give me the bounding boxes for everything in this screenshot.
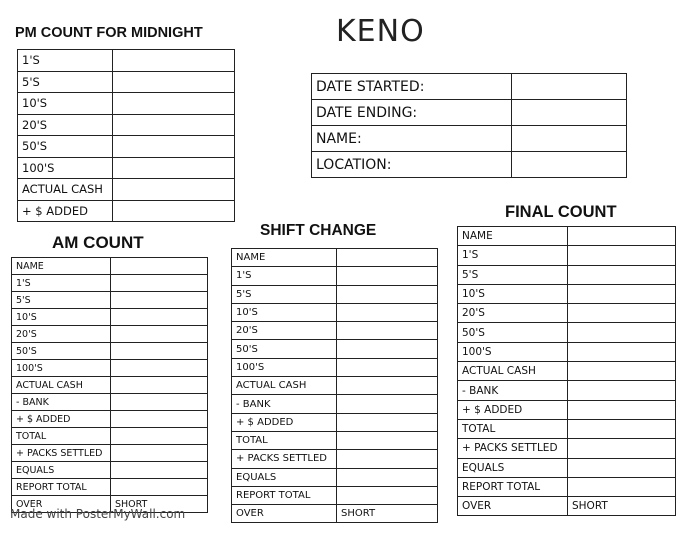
table-row — [12, 462, 208, 479]
table-row — [12, 275, 208, 292]
row-label: OVER — [12, 496, 111, 513]
row-value-cell[interactable] — [111, 394, 208, 411]
row-value-cell[interactable] — [111, 462, 208, 479]
row-value-cell[interactable] — [568, 419, 676, 438]
row-value-cell[interactable] — [568, 458, 676, 477]
row-label: + $ ADDED — [232, 413, 337, 431]
table-row — [458, 497, 676, 516]
row-label: NAME — [232, 249, 337, 267]
row-label: 1'S — [458, 246, 568, 265]
row-value-cell[interactable] — [337, 322, 438, 340]
row-value-cell[interactable] — [337, 303, 438, 321]
row-value-cell[interactable] — [113, 136, 235, 158]
table-row — [12, 445, 208, 462]
table-row — [232, 450, 438, 468]
row-label: OVER — [232, 505, 337, 523]
row-value-cell[interactable] — [568, 381, 676, 400]
row-value-cell[interactable] — [111, 360, 208, 377]
row-value-cell[interactable] — [111, 377, 208, 394]
pm-count-heading: PM COUNT FOR MIDNIGHT — [15, 25, 203, 41]
row-value-cell[interactable] — [568, 246, 676, 265]
row-label: 10'S — [12, 309, 111, 326]
table-row — [18, 200, 235, 222]
row-label: - BANK — [232, 395, 337, 413]
table-row — [18, 50, 235, 72]
table-row — [12, 394, 208, 411]
table-row — [312, 74, 627, 100]
table-row — [232, 340, 438, 358]
row-label: LOCATION: — [312, 152, 512, 178]
row-label: OVER — [458, 497, 568, 516]
row-value-cell[interactable] — [111, 411, 208, 428]
row-label: 50'S — [232, 340, 337, 358]
table-row — [232, 249, 438, 267]
row-label: NAME — [458, 227, 568, 246]
row-value-cell[interactable] — [113, 71, 235, 93]
watermark-text: Made with PosterMyWall.com — [10, 507, 186, 521]
row-label: TOTAL — [458, 419, 568, 438]
table-row — [458, 458, 676, 477]
row-value-cell[interactable] — [337, 431, 438, 449]
page-title: KENO — [336, 14, 425, 49]
table-row — [12, 360, 208, 377]
row-label: 1'S — [12, 275, 111, 292]
row-value-cell[interactable] — [337, 285, 438, 303]
row-value-cell[interactable] — [113, 200, 235, 222]
table-row — [232, 395, 438, 413]
table-row — [458, 400, 676, 419]
info-table — [311, 73, 627, 178]
row-label: 5'S — [232, 285, 337, 303]
row-value-cell[interactable] — [337, 486, 438, 504]
table-row — [312, 126, 627, 152]
row-value-cell[interactable] — [568, 362, 676, 381]
table-row — [458, 477, 676, 496]
row-value-cell[interactable] — [337, 395, 438, 413]
row-label: ACTUAL CASH — [232, 377, 337, 395]
table-row — [458, 342, 676, 361]
table-row — [18, 157, 235, 179]
table-row — [458, 439, 676, 458]
table-row — [232, 267, 438, 285]
row-label: + PACKS SETTLED — [12, 445, 111, 462]
shift-change-table — [231, 248, 438, 523]
final-count-heading: FINAL COUNT — [505, 203, 617, 221]
row-value-cell[interactable] — [568, 439, 676, 458]
table-row — [232, 358, 438, 376]
row-value-cell[interactable]: SHORT — [111, 496, 208, 513]
table-row — [232, 431, 438, 449]
row-label: + $ ADDED — [18, 200, 113, 222]
table-row — [458, 419, 676, 438]
row-label: ACTUAL CASH — [458, 362, 568, 381]
table-row — [458, 304, 676, 323]
table-row — [458, 362, 676, 381]
row-label: 20'S — [12, 326, 111, 343]
row-label: 10'S — [458, 284, 568, 303]
row-value-cell[interactable] — [568, 304, 676, 323]
table-row — [232, 285, 438, 303]
row-label: DATE ENDING: — [312, 100, 512, 126]
row-label: NAME — [12, 258, 111, 275]
row-value-cell[interactable] — [337, 358, 438, 376]
table-row — [18, 93, 235, 115]
row-label: REPORT TOTAL — [232, 486, 337, 504]
row-value-cell[interactable] — [568, 265, 676, 284]
am-count-heading: AM COUNT — [52, 233, 144, 252]
table-row — [232, 322, 438, 340]
table-row — [458, 227, 676, 246]
row-value-cell[interactable] — [568, 400, 676, 419]
table-row — [12, 258, 208, 275]
table-row — [12, 479, 208, 496]
row-label: 100'S — [12, 360, 111, 377]
row-value-cell[interactable] — [568, 227, 676, 246]
table-row — [232, 377, 438, 395]
row-label: + PACKS SETTLED — [232, 450, 337, 468]
row-label: 100'S — [232, 358, 337, 376]
final-count-table — [457, 226, 676, 516]
table-row — [232, 505, 438, 523]
row-label: 10'S — [232, 303, 337, 321]
table-row — [312, 152, 627, 178]
table-row — [12, 326, 208, 343]
table-row — [232, 413, 438, 431]
row-label: + PACKS SETTLED — [458, 439, 568, 458]
row-value-cell[interactable] — [111, 275, 208, 292]
row-label: ACTUAL CASH — [12, 377, 111, 394]
row-label: 100'S — [18, 157, 113, 179]
row-label: 100'S — [458, 342, 568, 361]
row-value-cell[interactable] — [113, 179, 235, 201]
row-value-cell[interactable] — [337, 377, 438, 395]
row-value-cell[interactable] — [568, 284, 676, 303]
table-row — [458, 265, 676, 284]
row-label: + $ ADDED — [12, 411, 111, 428]
table-row — [18, 179, 235, 201]
row-value-cell[interactable] — [337, 450, 438, 468]
row-label: - BANK — [12, 394, 111, 411]
row-value-cell[interactable] — [113, 50, 235, 72]
row-label: + $ ADDED — [458, 400, 568, 419]
row-value-cell[interactable] — [337, 249, 438, 267]
row-label: DATE STARTED: — [312, 74, 512, 100]
row-value-cell[interactable] — [111, 343, 208, 360]
row-value-cell[interactable] — [113, 114, 235, 136]
row-value-cell[interactable] — [568, 342, 676, 361]
row-value-cell[interactable] — [337, 468, 438, 486]
row-value-cell[interactable] — [111, 326, 208, 343]
row-value-cell[interactable] — [568, 323, 676, 342]
row-label: 1'S — [232, 267, 337, 285]
row-label: REPORT TOTAL — [12, 479, 111, 496]
row-value-cell[interactable] — [337, 267, 438, 285]
am-count-table — [11, 257, 208, 513]
row-value-cell[interactable] — [568, 477, 676, 496]
table-row — [458, 284, 676, 303]
row-label: EQUALS — [12, 462, 111, 479]
table-row — [12, 292, 208, 309]
row-value-cell[interactable] — [111, 309, 208, 326]
row-label: 20'S — [18, 114, 113, 136]
row-label: TOTAL — [232, 431, 337, 449]
row-value-cell[interactable] — [111, 292, 208, 309]
row-value-cell[interactable] — [512, 100, 627, 126]
row-label: 50'S — [18, 136, 113, 158]
table-row — [232, 303, 438, 321]
row-value-cell[interactable] — [512, 126, 627, 152]
row-value-cell[interactable] — [512, 152, 627, 178]
row-label: 20'S — [458, 304, 568, 323]
row-value-cell[interactable] — [111, 445, 208, 462]
row-value-cell[interactable] — [337, 413, 438, 431]
row-value-cell[interactable]: SHORT — [568, 497, 676, 516]
row-value-cell[interactable] — [111, 479, 208, 496]
row-value-cell[interactable] — [113, 157, 235, 179]
row-value-cell[interactable] — [113, 93, 235, 115]
row-value-cell[interactable] — [111, 428, 208, 445]
row-label: 10'S — [18, 93, 113, 115]
row-label: REPORT TOTAL — [458, 477, 568, 496]
table-row — [18, 114, 235, 136]
table-row — [12, 377, 208, 394]
row-label: 50'S — [12, 343, 111, 360]
row-label: EQUALS — [232, 468, 337, 486]
table-row — [458, 323, 676, 342]
table-row — [18, 136, 235, 158]
row-label: 50'S — [458, 323, 568, 342]
row-label: 5'S — [12, 292, 111, 309]
shift-change-heading: SHIFT CHANGE — [260, 222, 377, 239]
table-row — [458, 246, 676, 265]
row-value-cell[interactable] — [337, 340, 438, 358]
row-label: 5'S — [18, 71, 113, 93]
table-row — [232, 468, 438, 486]
table-row — [12, 309, 208, 326]
table-row — [458, 381, 676, 400]
row-label: EQUALS — [458, 458, 568, 477]
pm-count-table — [17, 49, 235, 222]
table-row — [12, 411, 208, 428]
row-label: 20'S — [232, 322, 337, 340]
row-label: TOTAL — [12, 428, 111, 445]
row-label: - BANK — [458, 381, 568, 400]
row-label: 1'S — [18, 50, 113, 72]
table-row — [12, 343, 208, 360]
table-row — [12, 428, 208, 445]
row-value-cell[interactable] — [111, 258, 208, 275]
row-value-cell[interactable] — [512, 74, 627, 100]
table-row — [232, 486, 438, 504]
row-label: NAME: — [312, 126, 512, 152]
table-row — [18, 71, 235, 93]
table-row — [312, 100, 627, 126]
row-label: 5'S — [458, 265, 568, 284]
row-value-cell[interactable]: SHORT — [337, 505, 438, 523]
row-label: ACTUAL CASH — [18, 179, 113, 201]
